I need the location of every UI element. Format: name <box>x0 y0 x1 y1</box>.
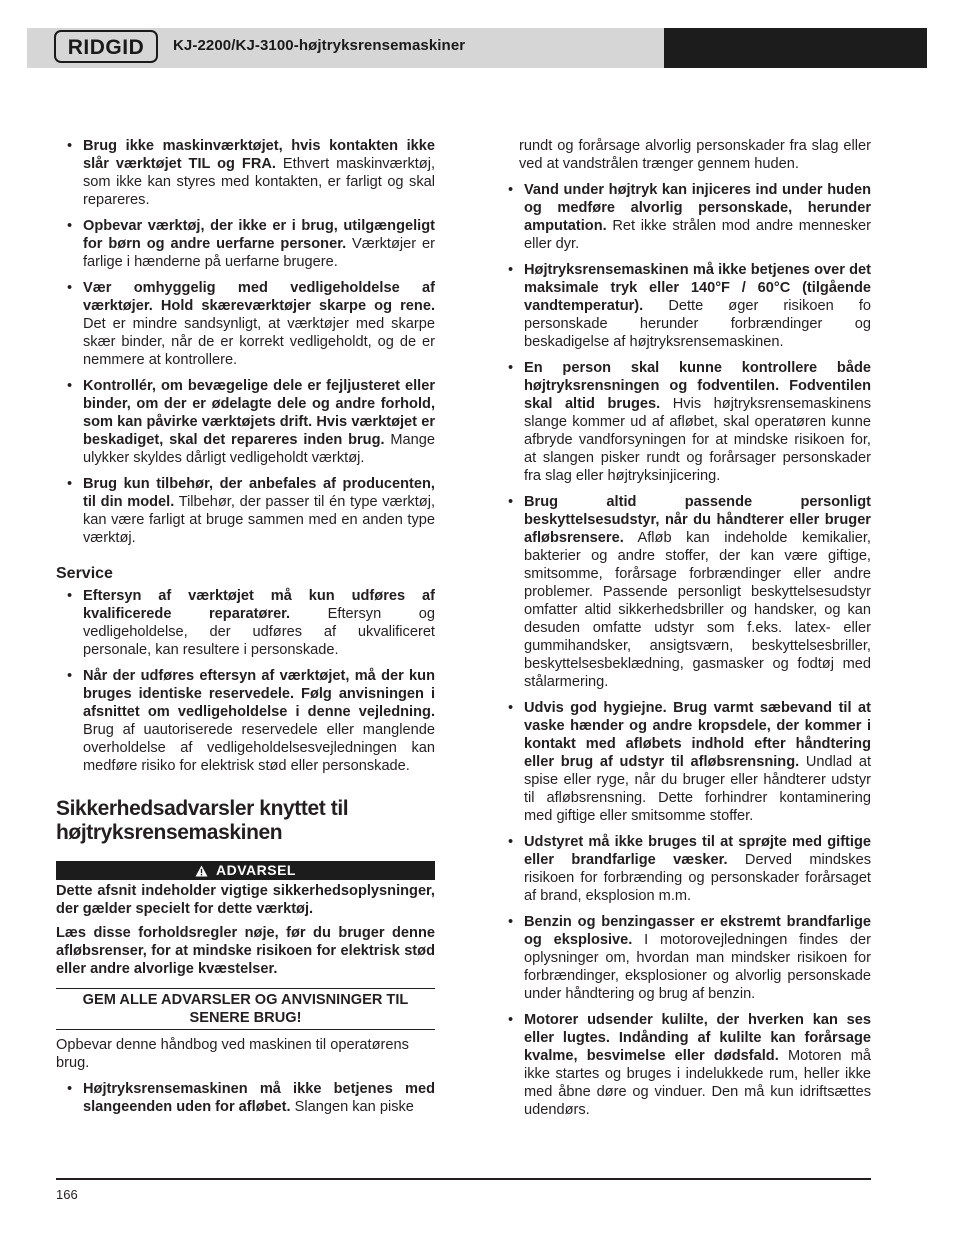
list-item: • Udstyret må ikke bruges til at sprøjte med giftige eller brandfarlige væsker. Derved mindskes risikoen for forbrænding og personskader forårsaget af brand, eksplosion m.m. <box>508 834 871 904</box>
ridgid-logo <box>54 30 158 63</box>
drain-cleaner-list <box>56 1080 435 1116</box>
section-heading: Sikkerhedsadvarsler knyttet til højtryksrensemaskinen <box>56 797 349 844</box>
list-item: • Vand under højtryk kan injiceres ind under huden og medføre alvorlig personskade, herunder amputation. Ret ikke strålen mod andre mennesker eller dyr. <box>508 182 871 252</box>
general-safety-list <box>56 137 435 547</box>
warning-triangle-icon <box>195 865 208 877</box>
header-dark-block <box>664 28 927 68</box>
service-list <box>56 587 435 775</box>
drain-cleaner-list-continued <box>497 181 871 1119</box>
continued-text: rundt og forårsage alvorlig personskader fra slag eller ved at vandstrålen trænger gennem huden. <box>519 138 871 172</box>
left-column <box>56 137 435 1124</box>
keep-manual-text: Opbevar denne håndbog ved maskinen til operatørens brug. <box>56 1037 409 1071</box>
svg-text:RIDGID: RIDGID <box>67 36 145 59</box>
service-heading: Service <box>56 565 113 582</box>
list-item: • Udvis god hygiejne. Brug varmt sæbevand til at vaske hænder og andre kropsdele, der kommer i kontakt med afløbets indhold efter håndtering eller brug af udstyr til afløbsrensning. Undlad at spise eller ryge, når du bruger eller håndterer udstyr til afløbsrensning. Dette forhindrer kontaminering med giftige eller smitsomme stoffer. <box>508 700 871 824</box>
page-number: 166 <box>56 1187 78 1202</box>
list-item: • Opbevar værktøj, der ikke er i brug, utilgængeligt for børn og andre uerfarne personer. Værktøjer er farlige i hænderne på uerfarne brugere. <box>67 218 435 270</box>
list-item: • Brug altid passende personligt beskyttelsesudstyr, når du håndterer eller bruger afløbsrensere. Afløb kan indeholde kemikalier, bakterier og andre stoffer, der kan være giftige, smitsomme, forårsage forbrændinger eller andre problemer. Passende personligt beskyttelsesudstyr omfatter altid sikkerhedsbriller og handsker, og kan desuden omfatte udstyr som f.eks. latex- eller gummihandsker, ansigtsværn, beskyttelsesbriller, beskyttelsesbeklædning, gasmasker og fodtøj med stålarmering. <box>508 494 871 690</box>
warning-paragraph: Læs disse forholdsregler nøje, før du bruger denne afløbsrenser, for at mindske risikoen for elektrisk stød eller andre alvorlige kvæstelser. <box>56 925 435 977</box>
right-column <box>497 137 871 1127</box>
document-title: KJ-2200/KJ-3100-højtryksrensemaskiner <box>173 37 466 54</box>
warning-paragraph: Dette afsnit indeholder vigtige sikkerhedsoplysninger, der gælder specielt for dette værktøj. <box>56 883 435 917</box>
footer-rule <box>56 1178 871 1180</box>
list-item: • Motorer udsender kulilte, der hverken kan ses eller lugtes. Indånding af kulilte kan forårsage kvalme, besvimelse eller dødsfald. Motoren må ikke startes og bruges i indelukkede rum, heller ikke med åbne døre og vinduer. Den må kun idriftsættes udendørs. <box>508 1012 871 1118</box>
save-instructions-notice: GEM ALLE ADVARSLER OG ANVISNINGER TIL SENERE BRUG! <box>56 988 435 1030</box>
warning-label: ADVARSEL <box>216 862 296 878</box>
list-item: • Brug kun tilbehør, der anbefales af producenten, til din model. Tilbehør, der passer til én type værktøj, kan være farligt at bruge sammen med en anden type værktøj. <box>67 476 435 546</box>
list-item: • Benzin og benzingasser er ekstremt brandfarlige og eksplosive. I motorovejledningen findes der oplysninger om, hvordan man mindsker risikoen for forbrændinger, eksplosioner og alvorlig personskade under håndtering og brug af benzin. <box>508 914 871 1002</box>
list-item: • Eftersyn af værktøjet må kun udføres af kvalificerede reparatører. Eftersyn og vedligeholdelse, der udføres af ukvalificeret personale, kan resultere i personskade. <box>67 588 436 658</box>
list-item: • Vær omhyggelig med vedligeholdelse af værktøjer. Hold skæreværktøjer skarpe og rene. Det er mindre sandsynligt, at værktøjer med skarpe skær binder, når de er korrekt vedligeholdt, og de er nemmere at kontrollere. <box>67 280 435 368</box>
list-item: • Kontrollér, om bevægelige dele er fejljusteret eller binder, om der er ødelagte dele og andre forhold, som kan påvirke værktøjets drift. Hvis værktøjet er beskadiget, skal det repareres inden brug. Mange ulykker skyldes dårligt vedligeholdt værktøj. <box>67 378 435 466</box>
list-item: • Brug ikke maskinværktøjet, hvis kontakten ikke slår værktøjet TIL og FRA. Ethvert maskinværktøj, som ikke kan styres med kontakten, er farligt og skal repareres. <box>67 138 436 208</box>
warning-banner <box>56 861 435 880</box>
list-item: • Højtryksrensemaskinen må ikke betjenes over det maksimale tryk eller 140°F / 60°C (tilgående vandtemperatur). Dette øger risikoen fo personskade herunder forbrændinger og beskadigelse af højtryksrensemaskinen. <box>508 262 871 350</box>
list-item: • Højtryksrensemaskinen må ikke betjenes med slangeenden uden for afløbet. Slangen kan piske <box>67 1081 435 1115</box>
list-item: • En person skal kunne kontrollere både højtryksrensningen og fodventilen. Fodventilen skal altid bruges. Hvis højtryksrensemaskinens slange kommer ud af afløbet, skal operatøren kunne afbryde vandforsyningen for at mindske risikoen for, at slangen pisker rundt og forårsager personskader fra slag eller højtryksinjicering. <box>508 360 871 484</box>
list-item: • Når der udføres eftersyn af værktøjet, må der kun bruges identiske reservedele. Følg anvisningen i afsnittet om vedligeholdelse i denne vejledning. Brug af uautoriserede reservedele eller manglende overholdelse af vedligeholdelsesvejledningen kan medføre risiko for elektrisk stød eller personskade. <box>67 668 435 774</box>
